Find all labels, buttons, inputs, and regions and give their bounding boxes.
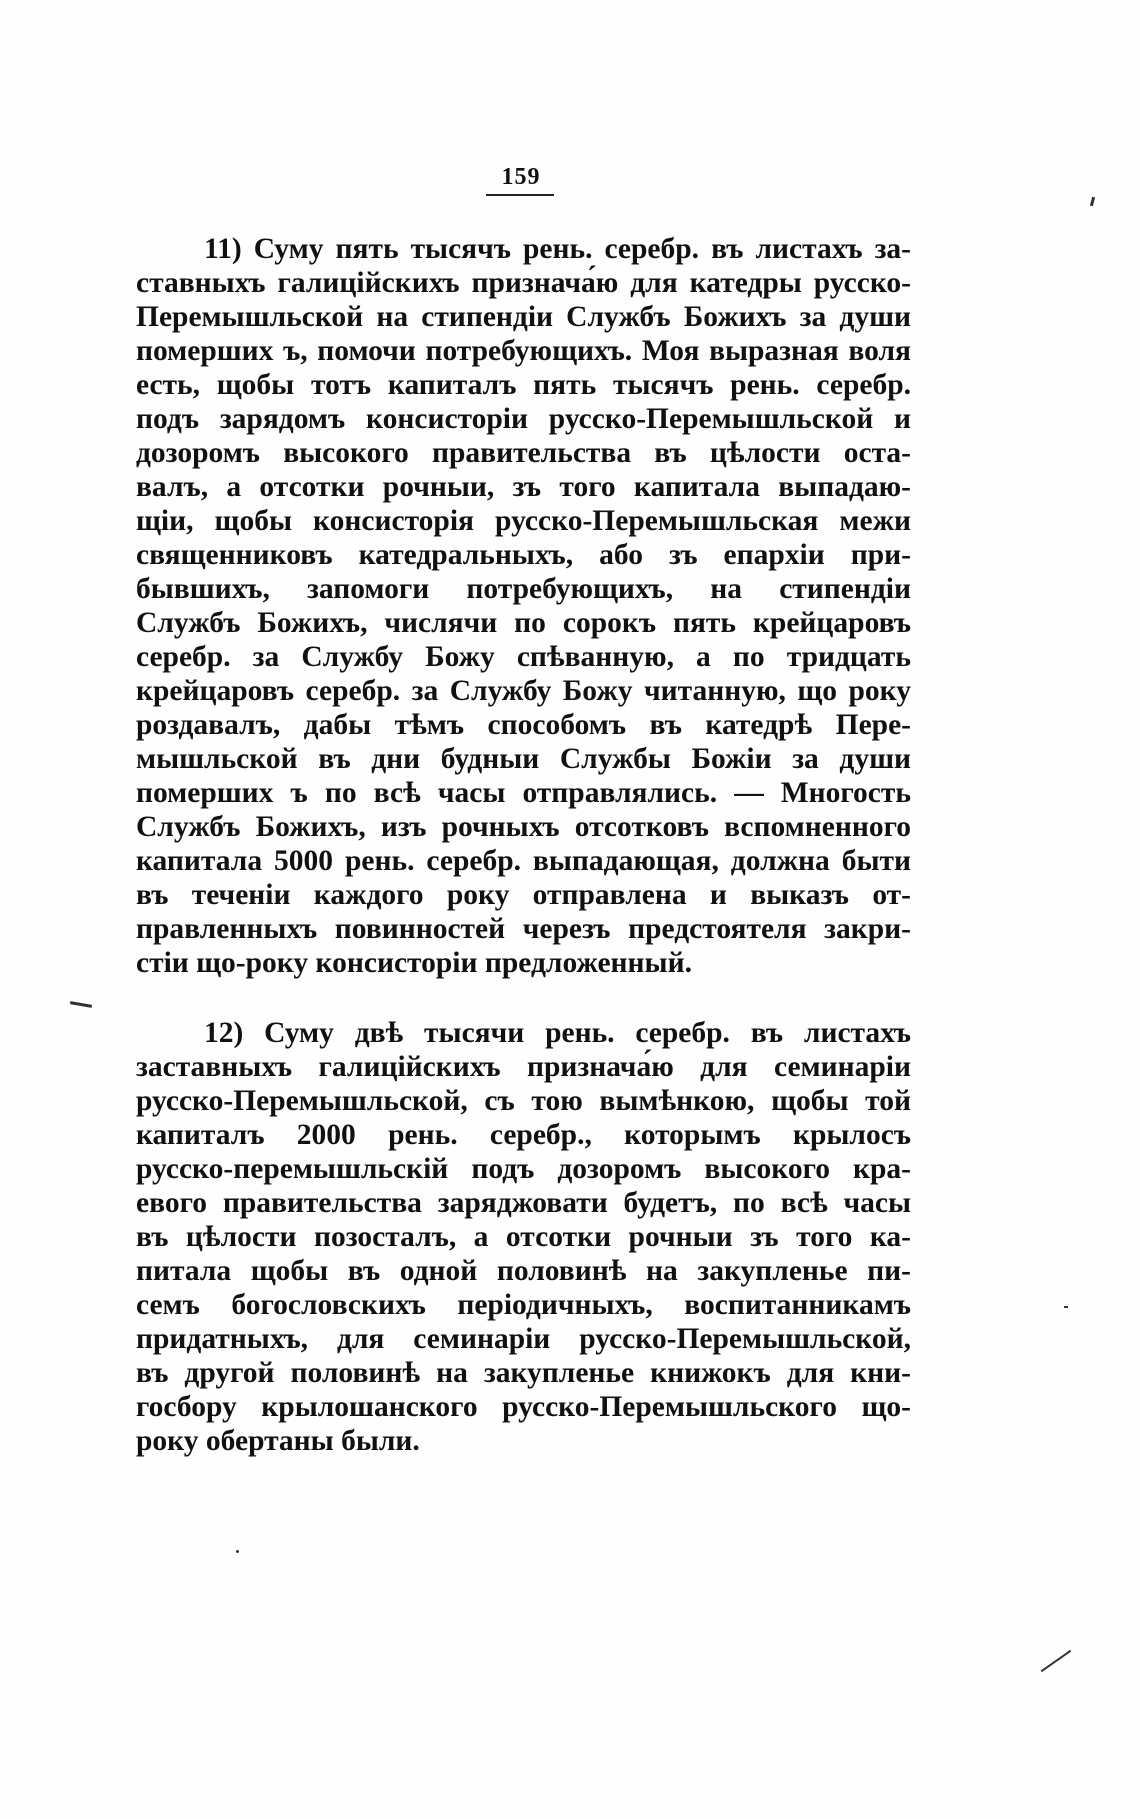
paragraph-line: померших ъ, помочи потребующихъ. Моя выразная воля — [136, 335, 911, 367]
paragraph-line: щiи, щобы консисторiя русско-Перемышльская межи — [136, 505, 911, 537]
paragraph-line: роздавалъ, дабы тѣмъ способомъ въ катедрѣ Пере- — [136, 709, 911, 741]
paragraph-line: заставныхъ галицiйскихъ признача́ю для семинарiи — [136, 1051, 911, 1083]
page-number-underline — [486, 194, 554, 196]
paragraph-line: есть, щобы тотъ капиталъ пять тысячъ рень. серебр. — [136, 369, 911, 401]
paragraph-line: русско-перемышльскiй подъ дозоромъ высокого кра- — [136, 1153, 911, 1185]
paragraph-line: правленныхъ повинностей черезъ предстоятеля закри- — [136, 913, 911, 945]
paragraph-line: Службъ Божихъ, изъ рочныхъ отсотковъ вспомненного — [136, 811, 911, 843]
paragraph-line: капиталъ 2000 рень. серебр., которымъ крылосъ — [136, 1119, 911, 1151]
scan-speck — [70, 1001, 92, 1008]
paragraph-line: евого правительства заряджовати будетъ, по всѣ часы — [136, 1187, 911, 1219]
paragraph-line: питала щобы въ одной половинѣ на закупленье пи- — [136, 1255, 911, 1287]
paragraph-line: капитала 5000 рень. серебр. выпадающая, должна быти — [136, 845, 911, 877]
paragraph-line: бывшихъ, запомоги потребующихъ, на стипендiи — [136, 573, 911, 605]
scan-speck — [1041, 1650, 1072, 1672]
paragraph-line: Службъ Божихъ, числячи по сорокъ пять крейцаровъ — [136, 607, 911, 639]
paragraph-line: ставныхъ галицiйскихъ признача́ю для катедры русско- — [136, 267, 911, 299]
paragraph-line: въ цѣлости позосталъ, а отсотки рочныи зъ того ка- — [136, 1221, 911, 1253]
paragraph-line: валъ, а отсотки рочныи, зъ того капитала выпадаю- — [136, 471, 911, 503]
paragraph-line: священниковъ катедральныхъ, або зъ епархiи при- — [136, 539, 911, 571]
paragraph-line: госбору крылошанского русско-Перемышльского що- — [136, 1391, 911, 1423]
paragraph-line: Перемышльской на стипендiи Службъ Божихъ за души — [136, 301, 911, 333]
paragraph-line: стiи що-року консисторiи предложенный. — [136, 947, 692, 979]
scan-speck — [1090, 197, 1095, 206]
paragraph-line: мышльской въ дни будныи Службы Божiи за души — [136, 743, 911, 775]
paragraph-line: въ другой половинѣ на закупленье книжокъ для кни- — [136, 1357, 911, 1389]
paragraph-line: 11) Суму пять тысячъ рень. серебр. въ листахъ за- — [204, 233, 911, 265]
page-number: 159 — [501, 164, 541, 190]
scan-speck — [236, 1550, 239, 1553]
paragraph-line: серебр. за Службу Божу спѣванную, а по тридцать — [136, 641, 911, 673]
paragraph-line: семъ богословскихъ перiодичныхъ, воспитанникамъ — [136, 1289, 911, 1321]
paragraph-line: крейцаровъ серебр. за Службу Божу читанную, що року — [136, 675, 911, 707]
paragraph-line: року обертаны были. — [136, 1425, 420, 1457]
paragraph-line: подъ зарядомъ консисторiи русско-Перемышльской и — [136, 403, 911, 435]
scan-speck — [1064, 1306, 1068, 1308]
paragraph-line: русско-Перемышльской, съ тою вымѣнкою, щобы той — [136, 1085, 911, 1117]
paragraph-12 — [136, 1016, 911, 1458]
paragraph-line: въ теченiи каждого року отправлена и выказъ от- — [136, 879, 911, 911]
paragraph-11 — [136, 232, 911, 980]
paragraph-line: 12) Суму двѣ тысячи рень. серебр. въ листахъ — [204, 1017, 911, 1049]
paragraph-line: померших ъ по всѣ часы отправлялись. — Многость — [136, 777, 911, 809]
paragraph-line: придатныхъ, для семинарiи русско-Перемышльской, — [136, 1323, 911, 1355]
paragraph-line: дозоромъ высокого правительства въ цѣлости оста- — [136, 437, 911, 469]
